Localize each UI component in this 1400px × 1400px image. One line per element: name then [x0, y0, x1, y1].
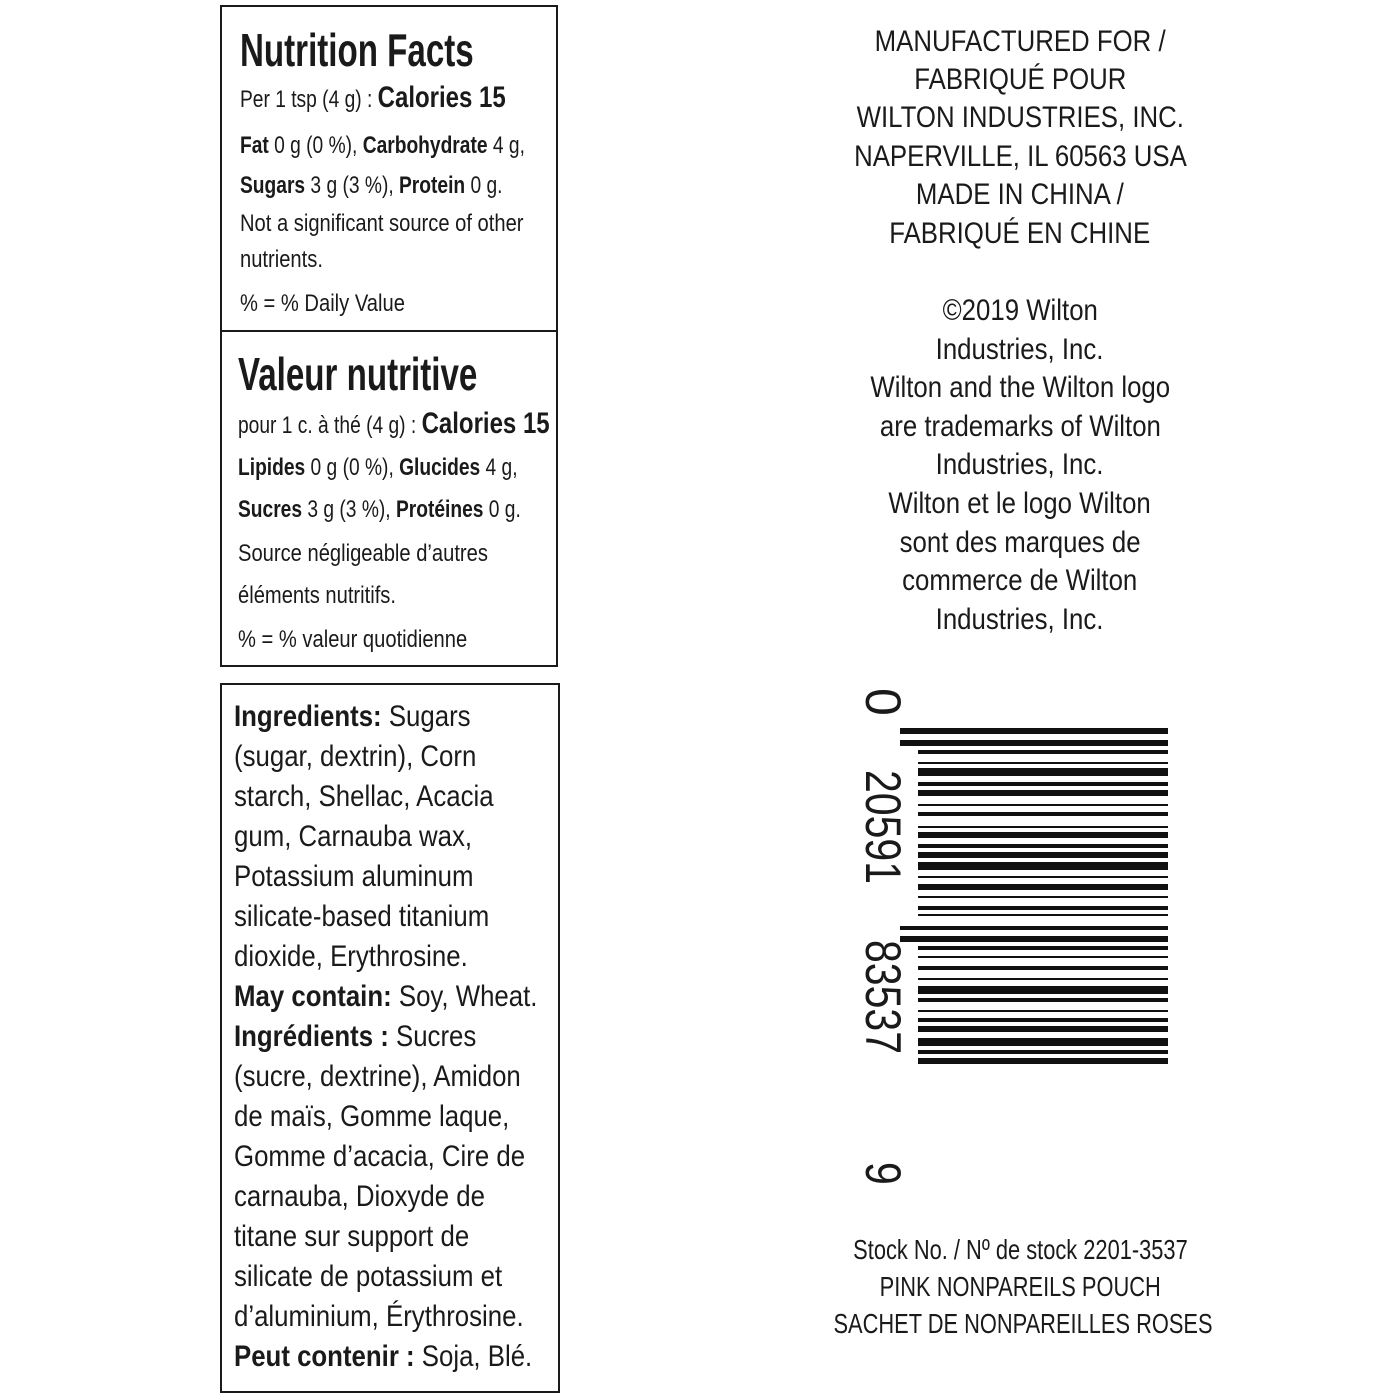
- barcode-digits-group2: 83537: [855, 940, 911, 1055]
- copyright-text: Wilton et le logo Wilton: [888, 487, 1152, 520]
- barcode-bar: [918, 906, 1168, 910]
- ingredients-line: [234, 1139, 572, 1175]
- barcode-bar: [918, 750, 1168, 754]
- sugars-value-en: 3 g (3 %),: [305, 172, 399, 199]
- barcode-digit-first: 0: [855, 688, 911, 716]
- manufacturer-line: [780, 62, 1260, 98]
- note-line1-fr: [238, 539, 536, 569]
- barcode-bar: [918, 1026, 1168, 1032]
- copyright-line: [780, 525, 1260, 561]
- barcode-bar: [918, 998, 1168, 1002]
- copyright-text: commerce de Wilton: [902, 564, 1138, 597]
- sugars-protein-line-en: [240, 171, 568, 201]
- protein-value-en: 0 g.: [465, 172, 503, 199]
- nutrition-facts-title: [240, 25, 565, 75]
- barcode-bar: [918, 1050, 1168, 1054]
- note-line2-fr: [238, 581, 426, 611]
- manufacturer-text: NAPERVILLE, IL 60563 USA: [853, 140, 1187, 173]
- ingredients-line: [234, 819, 511, 855]
- barcode-bar: [918, 1018, 1168, 1022]
- copyright-line: [780, 332, 1260, 368]
- manufacturer-text: FABRIQUÉ EN CHINE: [889, 217, 1151, 250]
- stock-number-line: [780, 1233, 1260, 1267]
- ingredients-line: [234, 899, 531, 935]
- ingredients-text-fr: silicate de potassium et: [234, 1260, 503, 1293]
- copyright-line: [780, 409, 1260, 445]
- note-text2-en: nutrients.: [240, 246, 323, 273]
- carb-value-en: 4 g,: [487, 132, 525, 159]
- barcode-bar: [918, 844, 1168, 848]
- ingredients-line: [234, 1019, 516, 1055]
- barcode-bar: [918, 812, 1168, 816]
- copyright-text: sont des marques de: [899, 526, 1141, 559]
- manufacturer-line: [780, 24, 1260, 60]
- ingredients-line: [234, 1259, 546, 1295]
- barcode-bar: [918, 826, 1168, 828]
- ingredients-text-en: dioxide, Erythrosine.: [234, 940, 468, 973]
- note-text2-fr: éléments nutritifs.: [238, 582, 396, 609]
- copyright-text: Industries, Inc.: [936, 333, 1104, 366]
- copyright-line: [780, 447, 1260, 483]
- note-line1-en: [240, 209, 578, 239]
- ingredients-line: [234, 739, 516, 775]
- copyright-text: ©2019 Wilton: [942, 294, 1098, 327]
- ingredients-label-fr: Ingrédients :: [234, 1020, 389, 1053]
- ingredients-text-fr: Gomme d’acacia, Cire de: [234, 1140, 526, 1173]
- ingredients-text-fr: titane sur support de: [234, 1220, 470, 1253]
- barcode-bar: [918, 768, 1168, 776]
- manufacturer-text: MANUFACTURED FOR /: [874, 25, 1166, 58]
- nutrition-divider: [222, 330, 556, 332]
- fat-value-fr: 0 g (0 %),: [305, 454, 400, 481]
- barcode-bar: [918, 896, 1168, 898]
- barcode-bar: [918, 966, 1168, 970]
- ingredients-line: [234, 699, 509, 735]
- serving-line-fr: [238, 409, 628, 441]
- barcode-bar: [918, 804, 1168, 806]
- barcode-bar: [918, 956, 1168, 958]
- serving-prefix-fr: pour 1 c. à thé (4 g) :: [238, 412, 422, 439]
- copyright-text: are trademarks of Wilton: [879, 410, 1161, 443]
- may-contain-line: [234, 979, 587, 1015]
- barcode-bar: [918, 832, 1168, 838]
- calories-fr: Calories 15: [421, 407, 550, 440]
- ingredients-line: [234, 1059, 567, 1095]
- copyright-line: [780, 602, 1260, 638]
- manufacturer-text: WILTON INDUSTRIES, INC.: [856, 101, 1184, 134]
- note-text1-fr: Source négligeable d’autres: [238, 540, 488, 567]
- fat-carb-line-fr: [238, 453, 587, 483]
- barcode-digits-group1: 20591: [855, 770, 911, 885]
- ingredients-text-en: silicate-based titanium: [234, 900, 490, 933]
- peut-contenir-label: Peut contenir :: [234, 1340, 415, 1373]
- barcode-bar: [918, 986, 1168, 994]
- ingredients-line: [234, 1179, 526, 1215]
- copyright-line: [780, 370, 1260, 406]
- barcode-bar: [918, 782, 1168, 786]
- serving-line-en: [240, 83, 572, 115]
- may-contain-label: May contain:: [234, 980, 392, 1013]
- barcode-bar: [918, 852, 1168, 858]
- ingredients-text-en: Potassium aluminum: [234, 860, 474, 893]
- copyright-text: Industries, Inc.: [936, 603, 1104, 636]
- barcode-bar: [918, 862, 1168, 870]
- sugars-label-en: Sugars: [240, 172, 306, 199]
- barcode-bar: [918, 790, 1168, 796]
- manufacturer-text: FABRIQUÉ POUR: [913, 63, 1127, 96]
- ingredients-text-en: starch, Shellac, Acacia: [234, 780, 494, 813]
- ingredients-text-en: gum, Carnauba wax,: [234, 820, 473, 853]
- may-contain-value: Soy, Wheat.: [391, 980, 538, 1013]
- peut-contenir-value: Soja, Blé.: [414, 1340, 533, 1373]
- product-name-fr-text: SACHET DE NONPAREILLES ROSES: [833, 1308, 1213, 1339]
- ingredients-text-fr: carnauba, Dioxyde de: [234, 1180, 485, 1213]
- note-line2-en: [240, 245, 339, 275]
- dv-note-text-en: % = % Daily Value: [240, 290, 405, 317]
- carb-label-en: Carbohydrate: [362, 132, 488, 159]
- fat-carb-line-en: [240, 131, 596, 161]
- ingredients-label-en: Ingredients:: [234, 700, 382, 733]
- peut-contenir-line: [234, 1339, 581, 1375]
- carb-label-fr: Glucides: [399, 454, 481, 481]
- nutrition-facts-panel: [220, 5, 558, 667]
- barcode-bar: [900, 936, 1168, 942]
- barcode-bar: [900, 926, 1168, 930]
- ingredients-text-fr: de maïs, Gomme laque,: [234, 1100, 510, 1133]
- ingredients-line: [234, 1299, 571, 1335]
- ingredients-line: [234, 1219, 508, 1255]
- barcode-bar: [918, 762, 1168, 764]
- fat-value-en: 0 g (0 %),: [268, 132, 363, 159]
- calories-en: Calories 15: [377, 81, 506, 114]
- ingredients-line: [234, 859, 512, 895]
- ingredients-text-fr: Sucres: [388, 1020, 477, 1053]
- valeur-nutritive-title: [238, 349, 570, 399]
- barcode-bar: [918, 914, 1168, 916]
- sugars-value-fr: 3 g (3 %),: [302, 496, 396, 523]
- product-name-fr: [780, 1307, 1260, 1341]
- ingredients-text-fr: (sucre, dextrine), Amidon: [234, 1060, 521, 1093]
- ingredients-text-en: (sugar, dextrin), Corn: [234, 740, 477, 773]
- product-name-en-text: PINK NONPAREILS POUCH: [879, 1271, 1161, 1302]
- copyright-text: Wilton and the Wilton logo: [870, 371, 1170, 404]
- protein-label-en: Protein: [399, 172, 466, 199]
- sugars-label-fr: Sucres: [238, 496, 303, 523]
- copyright-text: Industries, Inc.: [936, 448, 1104, 481]
- carb-value-fr: 4 g,: [480, 454, 518, 481]
- protein-label-fr: Protéines: [395, 496, 484, 523]
- barcode-bar: [918, 1058, 1168, 1064]
- ingredients-line: [234, 1099, 554, 1135]
- stock-number-text: Stock No. / Nº de stock 2201-3537: [852, 1234, 1188, 1265]
- barcode-bar: [918, 884, 1168, 890]
- ingredients-text-fr: d’aluminium, Érythrosine.: [234, 1300, 524, 1333]
- manufacturer-line: [780, 100, 1260, 136]
- barcode-bar: [900, 728, 1168, 734]
- manufacturer-line: [780, 139, 1260, 175]
- copyright-line: [780, 563, 1260, 599]
- ingredients-text-en: Sugars: [381, 700, 471, 733]
- ingredients-panel: [220, 683, 560, 1393]
- dv-note-fr: [238, 625, 511, 655]
- dv-note-en: [240, 289, 436, 319]
- ingredients-line: [234, 779, 536, 815]
- sugars-protein-line-fr: [238, 495, 592, 525]
- barcode-bar: [918, 978, 1168, 980]
- protein-value-fr: 0 g.: [483, 496, 521, 523]
- copyright-line: [780, 293, 1260, 329]
- fat-label-fr: Lipides: [238, 454, 306, 481]
- product-name-en: [780, 1270, 1260, 1304]
- ingredients-line: [234, 939, 506, 975]
- note-text1-en: Not a significant source of other: [240, 210, 524, 237]
- barcode-bar: [900, 740, 1168, 746]
- serving-prefix-en: Per 1 tsp (4 g) :: [240, 86, 378, 113]
- barcode-bar: [918, 1038, 1168, 1046]
- barcode-bar: [918, 876, 1168, 878]
- valeur-nutritive-title-text: Valeur nutritive: [238, 348, 478, 400]
- barcode-digit-last: 9: [855, 1162, 911, 1185]
- barcode-bar: [918, 1010, 1168, 1012]
- barcode-bar: [918, 946, 1168, 950]
- manufacturer-text: MADE IN CHINA /: [916, 178, 1124, 211]
- manufacturer-line: [780, 177, 1260, 213]
- barcode: [855, 680, 1180, 1200]
- dv-note-text-fr: % = % valeur quotidienne: [238, 626, 468, 653]
- fat-label-en: Fat: [240, 132, 269, 159]
- nutrition-facts-title-text: Nutrition Facts: [240, 24, 474, 76]
- copyright-line: [780, 486, 1260, 522]
- manufacturer-line: [780, 216, 1260, 252]
